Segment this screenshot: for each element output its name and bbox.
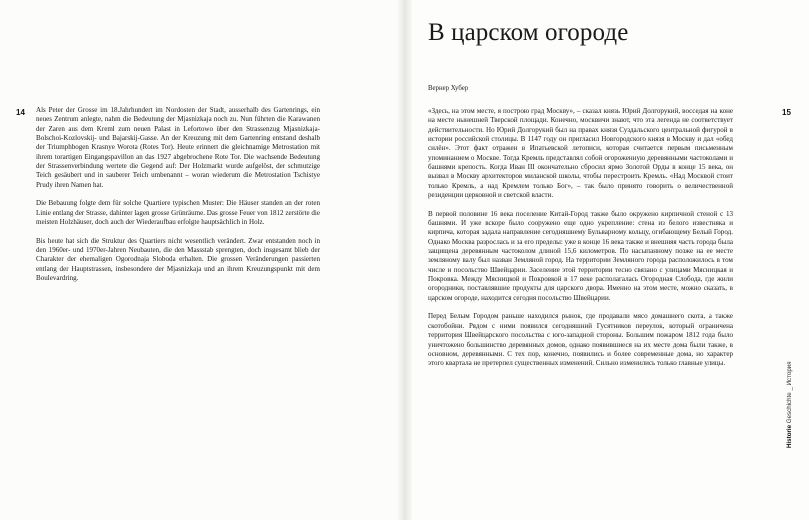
- left-paragraph: Die Bebauung folgte dem für solche Quartiere typischen Muster: Die Häuser standen an der roten Linie entlang der Strasse, dahinter lagen grosse Grünräume. Das grosse Feuer von 1812 zerstörte die meisten Holzhäuser, doch auch der Wiederaufbau erfolgte hauptsächlich in Holz.: [36, 199, 320, 227]
- right-paragraph: Перед Белым Городом раньше находился рынок, где продавали мясо домашнего скота, а также скотобойни. Рядом с ними появился сегодняшний Гусятников переулок, который ограничена территория Швейцарского посольства с юго-западной стороны. Большим пожаром 1812 года было уничтожено большинство деревянных домов, однако появившиеся на их месте дома были также, в основном, деревянными. С тех пор, конечно, появились и более современные дома, но характер этого квартала не претерпел существенных изменений. Сильно изменились только главные улицы.: [428, 312, 733, 368]
- running-head-rest: Geschichte _ История: [786, 361, 793, 425]
- right-paragraph: «Здесь, на этом месте, я построю град Москву», – сказал князь Юрий Долгорукий, восседая на коне на месте нынешней Тверской площади. Конечно, москвичи знают, что эта легенда не соответствует действительности. Но Юрий Долгорукий был на правах князя Суздальского центральной фигурой в истории российской столицы. В 1147 году он пригласил Новгородского князя в Москву и дал «обед силён». Этот факт отражен в Ипатьевской летописи, которая считается первым письменным упоминанием о Москве. Тогда Кремль представлял собой огороженную деревянными частоколами и башнями крепость. Когда Иван III окончательно сбросил ярмо Золотой Орды в конце 15 века, он вызвал в Москву архитекторов миланской школы, чтобы перестроить Кремль. «Над Москвой стоит только Кремль, а над Кремлем только Бог», – так было принято говорить о величественной резиденции церковной и светской власти.: [428, 107, 733, 200]
- article-author: Вернер Хубер: [428, 85, 469, 92]
- right-paragraph: В первой половине 16 века поселение Китай-Город также было окружено кирпичной стеной с 13 башнями. И уже вскоре было сооружено еще одно укрепление: стена из белого известняка и кирпича, которая задала направление сегодняшнему Бульварному кольцу, огибающему Белый Город. Однако Москва разрослась и за его пределы: уже в конце 16 века также и внешняя часть города была защищена деревянным частоколом длиной 15,6 километров. По насыпанному позже на ее месте земляному валу был назван Земляной город. На территории Земляного города расположилось в том числе и посольство Швейцарии. Заселение этой территории тесно связано с улицами Мясницкая и Покровка. Между Мясницкой и Покровкой в 17 веке располагалась Огородная Слобода, где жили огородники, поставлявшие продукты для царского двора. Именно на этом месте, можно сказать, в царском огороде, находится сегодня посольство Швейцарии.: [428, 209, 733, 302]
- left-page-number: 14: [16, 108, 25, 117]
- running-head-bold: Historie: [786, 424, 793, 448]
- right-page-number: 15: [782, 108, 791, 117]
- running-head: [786, 361, 793, 448]
- left-text-column: [36, 106, 320, 293]
- article-title: В царском огороде: [428, 19, 629, 46]
- left-paragraph: Bis heute hat sich die Struktur des Quartiers nicht wesentlich verändert. Zwar entstanden noch in den 1960er- und 1970er-Jahren Neubauten, die den Massstab sprengten, doch insgesamt blieb der Charakter der ehemaligen Ogorodnaja Sloboda erhalten. Die grossen Veränderungen passierten entlang der Hauptstrassen, insbesondere der Mjasnizkaja und an ihrem Kreuzungspunkt mit dem Boulevardring.: [36, 236, 320, 283]
- left-paragraph: Als Peter der Grosse im 18.Jahrhundert im Nordosten der Stadt, ausserhalb des Gartenrings, ein neues Zentrum anlegte, nahm die Bedeutung der Mjasnizkaja noch zu. Nun führten die Karawanen der Zaren aus dem Kreml zum neuen Palast in Lefortowo über den Strassenzug Mjasnizkaja-Bolschoi-Kozlovskij- und Bajarskij-Gasse. An der Kreuzung mit dem Gartenring entstand deshalb der Triumphbogen Krasnye Worota (Rotes Tor). Heute erinnert die gleichnamige Metrostation mit ihrem torartigen Eingangspavillon an das 1927 abgebrochene Rote Tor. Die wachsende Bedeutung der Strassenverbindung wertete die Gegend auf: Der Holzmarkt wurde aufgelöst, der schmutzige Teich gesäubert und in sauberer Teich umbenannt – woran wiederum die Metrostation Tschistye Prudy ihren Namen hat.: [36, 106, 320, 189]
- book-gutter: [398, 0, 412, 520]
- right-text-column: [428, 107, 733, 378]
